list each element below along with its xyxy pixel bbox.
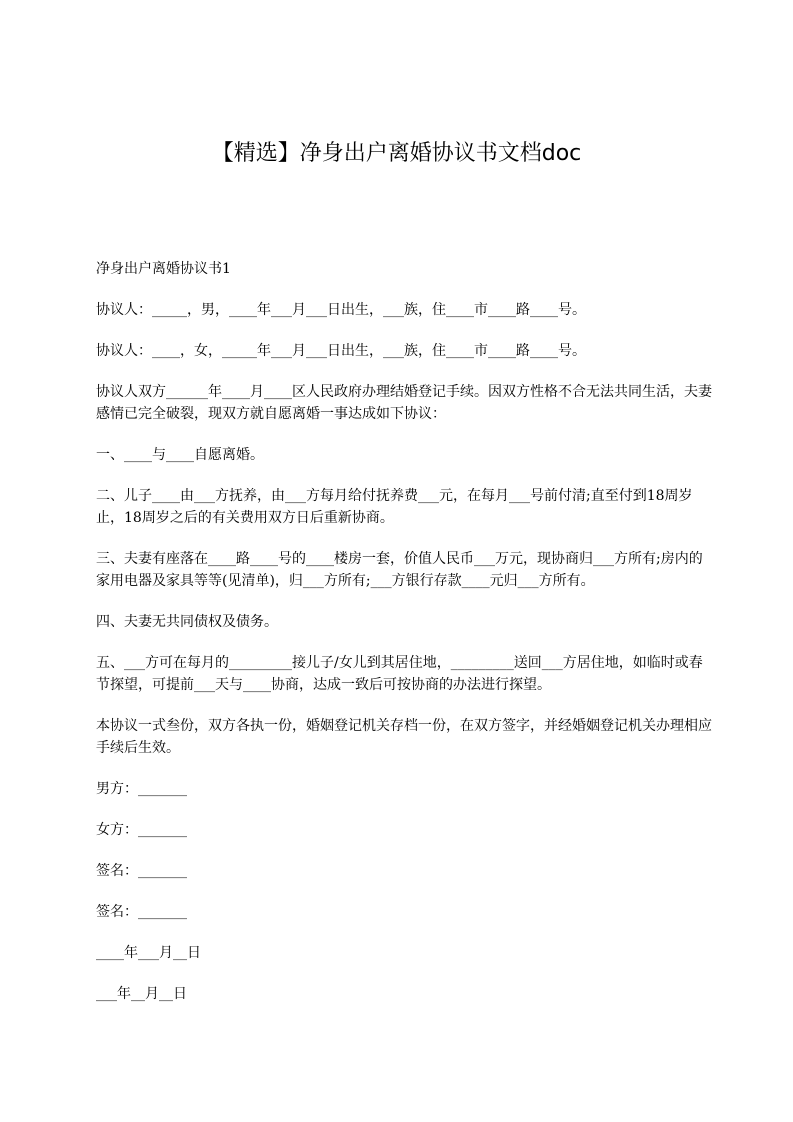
clause-one: 一、____与____自愿离婚。 [96, 447, 264, 463]
preamble-paragraph: 协议人双方______年____月____区人民政府办理结婚登记手续。因双方性格不合无法共同生活，夫妻感情已完全破裂，现双方就自愿离婚一事达成如下协议： [96, 384, 712, 422]
clause-two: 二、儿子____由___方抚养，由___方每月给付抚养费___元，在每月___号前付清;直至付到18周岁止，18周岁之后的有关费用双方日后重新协商。 [96, 488, 693, 526]
clause-five: 五、___方可在每月的_________接儿子/女儿到其居住地，_________送回___方居住地，如临时或春节探望，可提前___天与____协商，达成一致后可按协商的办法进行探望。 [96, 655, 703, 693]
date-line-one: ____年___月__日 [96, 945, 201, 961]
party-one-line: 协议人：_____，男，____年___月___日出生，___族，住____市____路____号。 [96, 302, 586, 318]
party-two-line: 协议人：____，女，_____年___月___日出生，___族，住____市____路____号。 [96, 343, 586, 359]
signature-line-one: 签名：_______ [96, 863, 187, 879]
document-body [96, 258, 716, 1005]
signature-line-two: 签名：_______ [96, 904, 187, 920]
clause-four: 四、夫妻无共同债权及债务。 [96, 614, 278, 630]
effectiveness-paragraph: 本协议一式叁份，双方各执一份，婚姻登记机关存档一份，在双方签字，并经婚姻登记机关办理相应手续后生效。 [96, 718, 712, 756]
subtitle: 净身出户离婚协议书1 [96, 261, 231, 277]
wife-signature-line: 女方：_______ [96, 822, 187, 838]
husband-signature-line: 男方：_______ [96, 781, 187, 797]
date-line-two: ___年__月__日 [96, 986, 187, 1002]
document-title: 【精选】净身出户离婚协议书文档doc [211, 141, 582, 166]
clause-three: 三、夫妻有座落在____路____号的____楼房一套，价值人民币___万元，现协商归___方所有;房内的家用电器及家具等等(见清单)，归___方所有;___方银行存款____元归___方所有。 [96, 551, 703, 589]
